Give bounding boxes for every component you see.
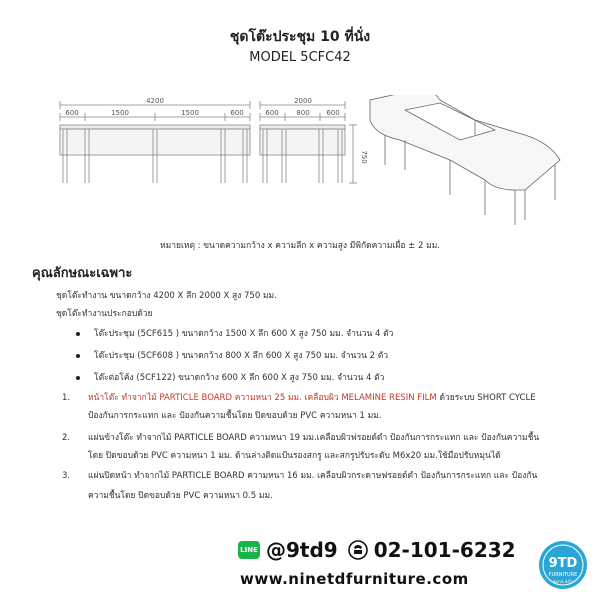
phone-number[interactable]: 02-101-6232 (373, 538, 516, 562)
contact-row (238, 535, 516, 565)
page-title: ชุดโต๊ะประชุม 10 ที่นั่ง (229, 29, 371, 45)
dim-height: 750 (360, 150, 368, 164)
svg-text:FURNITURE: FURNITURE (548, 572, 578, 578)
phone-icon (348, 540, 368, 560)
bullet-icon (76, 354, 80, 358)
dim-depth-seg-1: 600 (265, 109, 279, 117)
dim-total-width: 4200 (146, 97, 164, 105)
dim-depth-seg-2: 800 (296, 109, 310, 117)
numbered-item-2: 2. แผ่นข้างโต๊ะ ทำจากไม้ PARTICLE BOARD ความหนา 19 มม.เคลือบผิวฟรอยด์ดำ ป้องกันการกระแทก และ ป้องกันความชื้น (62, 433, 540, 443)
list-item: โต๊ะประชุม (5CF608 ) ขนาดกว้าง 800 X ลึก 600 X สูง 750 มม. จำนวน 2 ตัว (76, 348, 388, 362)
specs-heading: คุณลักษณะเฉพาะ (32, 266, 133, 281)
dim-total-depth: 2000 (294, 97, 312, 105)
svg-text:9TD: 9TD (548, 556, 578, 571)
website-link[interactable]: www.ninetdfurniture.com (240, 570, 469, 588)
intro-line-1: ชุดโต๊ะทำงาน ขนาดกว้าง 4200 X ลึก 2000 X สูง 750 มม. (56, 291, 277, 301)
bullet-icon (76, 376, 80, 380)
dim-seg-1: 600 (65, 109, 79, 117)
svg-text:ส่งง่าย ส่งไว: ส่งง่าย ส่งไว (552, 579, 574, 584)
line-app-icon[interactable]: LINE (238, 541, 260, 559)
numbered-item-3-line2: ความชื้นโดย ปิดขอบด้วย PVC ความหนา 0.5 มม. (88, 491, 273, 501)
model-number: MODEL 5CFC42 (249, 50, 351, 65)
numbered-item-2-line2: โดย ปิดขอบด้วย PVC ความหนา 1 มม. ด้านล่างติดแป้นรองสกรู และสกรูปรับระดับ M6x20 มม.ใช้มือปรับหมุนได้ (88, 451, 501, 461)
tolerance-note: หมายเหตุ : ขนาดความกว้าง x ความลึก x ความสูง มีพิกัดความเผื่อ ± 2 มม. (159, 241, 441, 251)
bullet-icon (76, 332, 80, 336)
table-3d-view (370, 95, 560, 225)
line-id[interactable]: @9td9 (266, 538, 338, 562)
technical-drawing (55, 95, 575, 235)
numbered-item-1: 1. หน้าโต๊ะ ทำจากไม้ PARTICLE BOARD ความหนา 25 มม. เคลือบผิว MELAMINE RESIN FILM ด้วยระบบ SHORT CYCLE (62, 393, 536, 403)
list-item: โต๊ะประชุม (5CF615 ) ขนาดกว้าง 1500 X ลึก 600 X สูง 750 มม. จำนวน 4 ตัว (76, 326, 393, 340)
dim-seg-4: 600 (230, 109, 244, 117)
list-item: โต๊ะต่อโค้ง (5CF122) ขนาดกว้าง 600 X ลึก 600 X สูง 750 มม. จำนวน 4 ตัว (76, 370, 384, 384)
dim-seg-3: 1500 (181, 109, 199, 117)
dim-seg-2: 1500 (111, 109, 129, 117)
numbered-item-1-line2: ป้องกันการกระแทก และ ป้องกันความชื้นโดย ปิดขอบด้วย PVC ความหนา 1 มม. (88, 411, 382, 421)
dim-depth-seg-3: 600 (326, 109, 340, 117)
company-logo (538, 540, 588, 590)
numbered-item-3: 3. แผ่นปิดหน้า ทำจากไม้ PARTICLE BOARD ความหนา 16 มม. เคลือบผิวกระดาษฟรอยด์ดำ ป้องกันการกระแทก และ ป้องกัน (62, 471, 538, 481)
intro-line-2: ชุดโต๊ะทำงานประกอบด้วย (56, 309, 153, 319)
